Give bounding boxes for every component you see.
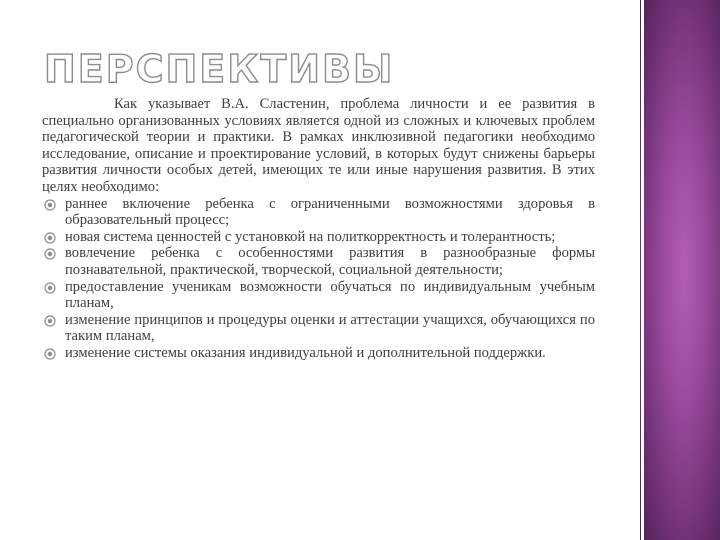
- slide-title: ПЕРСПЕКТИВЫ: [44, 47, 395, 91]
- bullet-text: раннее включение ребенка с ограниченными возможностями здоровья в образовательный процесс;: [65, 195, 595, 229]
- circled-dot-icon: [44, 248, 56, 260]
- bullet-text: вовлечение ребенка с особенностями развития в разнообразные формы познавательной, практической, творческой, социальной деятельности;: [65, 245, 595, 278]
- bullet-item: [42, 279, 595, 312]
- bullet-text: предоставление ученикам возможности обучаться по индивидуальным учебным планам,: [65, 278, 595, 312]
- intro-paragraph: Как указывает В.А. Сластенин, проблема личности и ее развития в специально организованных условиях является одной из сложных и ключевых проблем педагогической теории и практики. В рамках инклюзивной педагогики необходимо исследование, описание и проектирование условий, в которых будут снижены барьеры развития личности особых детей, имеющих те или иные нарушения развития. В этих целях необходимо:: [42, 96, 595, 195]
- bullet-item: [42, 245, 595, 278]
- bullet-list: [42, 196, 595, 362]
- bullet-item: [42, 345, 595, 362]
- slide-body: [42, 96, 595, 362]
- circled-dot-icon: [44, 282, 56, 294]
- decorative-divider: [641, 0, 644, 540]
- bullet-item: [42, 229, 595, 246]
- bullet-text: изменение системы оказания индивидуальной и дополнительной поддержки.: [65, 344, 546, 361]
- bullet-text: новая система ценностей с установкой на политкорректность и толерантность;: [65, 228, 556, 245]
- circled-dot-icon: [44, 315, 56, 327]
- circled-dot-icon: [44, 232, 56, 244]
- circled-dot-icon: [44, 199, 56, 211]
- bullet-item: [42, 312, 595, 345]
- bullet-item: [42, 196, 595, 229]
- decorative-side-band: [640, 0, 720, 540]
- bullet-text: изменение принципов и процедуры оценки и аттестации учащихся, обучающихся по таким планам,: [65, 311, 595, 345]
- circled-dot-icon: [44, 348, 56, 360]
